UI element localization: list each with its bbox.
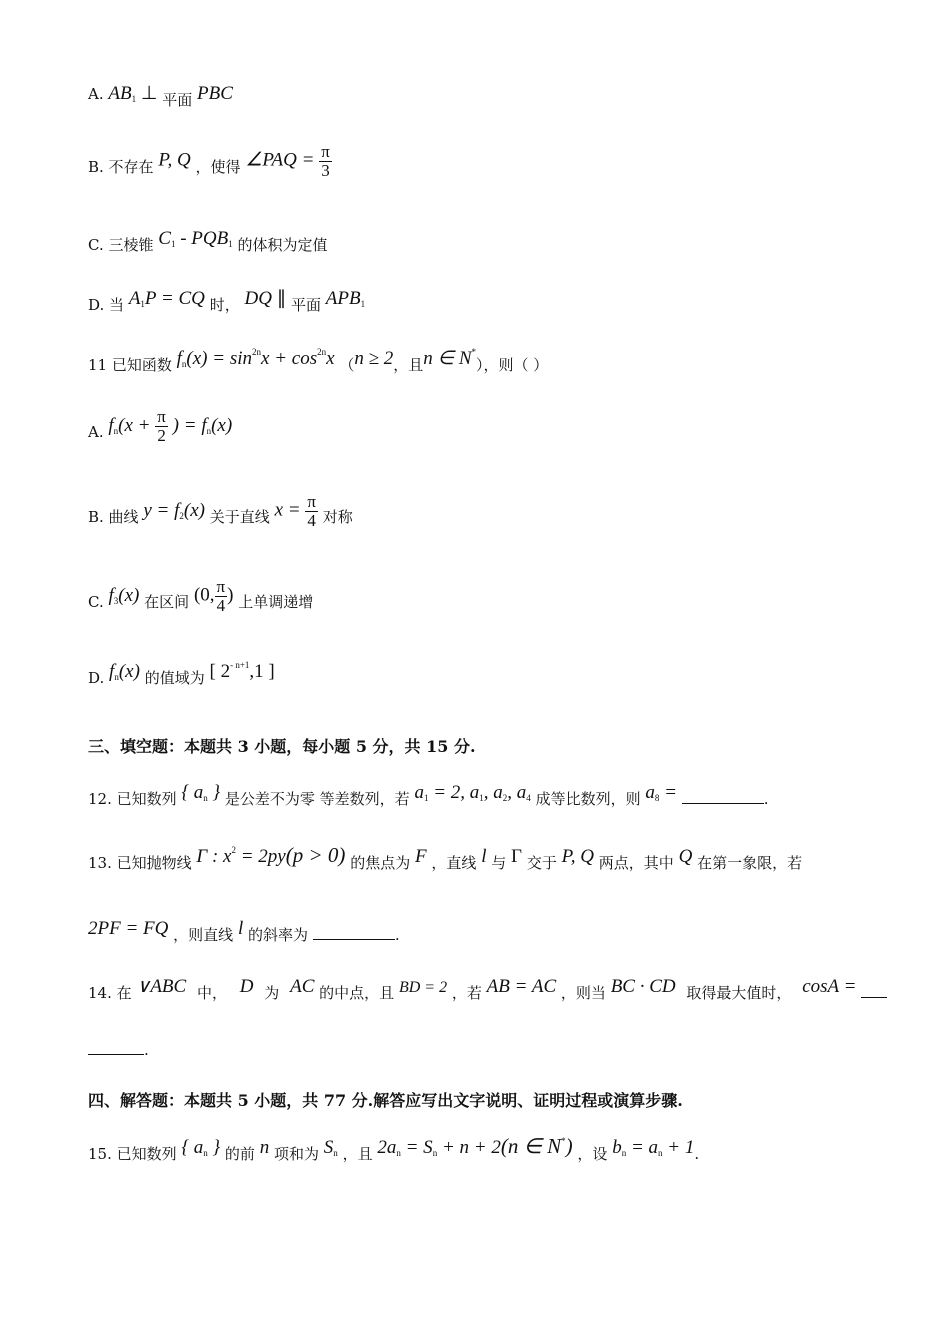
- text-about-line: 关于直线: [209, 507, 270, 526]
- math-n: n: [259, 1137, 270, 1158]
- math-interval-open: (0,: [193, 584, 215, 606]
- answer-blank-end[interactable]: [88, 1040, 144, 1055]
- math-range: [ $2^{- n+1},1$ ]: [209, 660, 275, 682]
- math-angle-paq: ∠PAQ =: [245, 149, 315, 171]
- option-label: B. 不存在: [88, 157, 154, 176]
- text-when: 时，: [209, 296, 240, 314]
- text-arith-seq: 是公差不为零 等差数列，若: [224, 790, 410, 808]
- text-sum-is: 项和为: [273, 1145, 319, 1163]
- math-ac: AC: [290, 976, 315, 997]
- text-midpoint: 的中点，且: [319, 984, 395, 1002]
- fraction-pi-2: $\frac{\pi}{2}$: [157, 407, 166, 445]
- text-is: 为: [264, 984, 280, 1002]
- text-and: ，且: [342, 1145, 373, 1163]
- math-fn: $f_n(x)$: [109, 661, 140, 682]
- option-label: A.: [88, 85, 104, 103]
- text-max: 取得最大值时，: [686, 984, 792, 1002]
- q13-line-1: [88, 843, 803, 872]
- q13-line-2: [88, 918, 400, 944]
- math-a1-a2-a4: $a_1 = 2$, $a_1$, $a_2$, $a_4$: [414, 782, 531, 803]
- section-4-heading: 四、解答题：本题共 5 小题，共 77 分.解答应写出文字说明、证明过程或演算步骤.: [88, 1091, 683, 1110]
- text-two-points: 两点，其中: [598, 854, 674, 872]
- question-number: 11 已知函数: [88, 356, 172, 374]
- question-number: 12. 已知数列: [88, 790, 177, 808]
- answer-blank-start[interactable]: [861, 983, 887, 998]
- parallel-symbol: ∥: [276, 288, 287, 309]
- question-number: 14. 在: [88, 984, 132, 1002]
- math-y-f2: $y = f_2(x)$: [143, 499, 205, 521]
- math-cos-a: cosA =: [802, 976, 857, 997]
- math-l: l: [237, 918, 244, 939]
- option-label: C. 三棱锥: [88, 236, 154, 254]
- math-bn: $b_n = a_n + 1$: [612, 1137, 695, 1158]
- math-f3: $f_3(x)$: [108, 584, 140, 606]
- option-label: D. 当: [88, 296, 125, 314]
- q10-option-d: [88, 287, 366, 314]
- q10-option-b: [88, 143, 332, 180]
- text-increasing: 上单调递增: [238, 592, 314, 611]
- q11-option-d: [88, 660, 275, 687]
- math-tetrahedron: $C_1 - PQB_1$: [158, 228, 233, 249]
- math-seq-an: { $a_n$ }: [181, 782, 221, 803]
- math-gamma: Γ: [511, 846, 523, 867]
- math-seq-an: { $a_n$ }: [181, 1137, 221, 1158]
- plane-text: 平面: [162, 91, 193, 109]
- text-in: 中，: [196, 984, 227, 1002]
- math-apb1: $APB_1$: [325, 288, 366, 309]
- q12: [88, 782, 769, 808]
- text-when: ，则当: [560, 984, 606, 1002]
- math-triangle-abc: ∨ABC: [136, 976, 187, 997]
- text-first-quadrant: 在第一象限，若: [697, 854, 803, 872]
- math-x-eq: x =: [274, 499, 301, 521]
- section-3-heading: 三、填空题：本题共 3 小题，每小题 5 分，共 15 分.: [88, 737, 476, 756]
- math-fn-rhs: ) = $f_n(x)$: [172, 414, 233, 436]
- option-label: A.: [88, 422, 104, 441]
- math-recurrence: $2a_n = S_n + n + 2(n$ ∈ N*): [377, 1134, 573, 1158]
- q15: [88, 1134, 700, 1163]
- q10-option-a: [88, 82, 233, 109]
- fraction-pi-4: $\frac{\pi}{4}$: [307, 492, 316, 530]
- math-ab-ac: AB = AC: [486, 976, 557, 997]
- text-and: ，且: [393, 356, 424, 374]
- period: .: [394, 926, 400, 944]
- answer-blank[interactable]: [313, 925, 395, 940]
- text-if: ，若: [451, 984, 482, 1002]
- text-line: ，直线: [431, 854, 477, 872]
- text-then: ），则（ ）: [476, 356, 549, 374]
- q10-option-c: [88, 228, 328, 254]
- math-q: Q: [678, 846, 693, 867]
- math-n-in-n: n ∈ N*: [423, 347, 477, 369]
- math-sn: $S_n$: [323, 1137, 338, 1158]
- perp-symbol: ⊥: [140, 83, 158, 104]
- fraction-pi-3: $\frac{\pi}{3}$: [321, 142, 330, 180]
- period: .: [144, 1041, 149, 1059]
- text-with: 与: [491, 854, 507, 872]
- plane-text: 平面: [291, 296, 322, 314]
- math-n-ge-2: n ≥ 2: [354, 348, 394, 369]
- math-a8: $a_8$ =: [645, 782, 677, 803]
- q11-option-c: [88, 578, 313, 615]
- math-d: D: [239, 976, 254, 997]
- math-dq: DQ: [244, 288, 272, 309]
- q14-line-2: [88, 1040, 149, 1059]
- math-a1p-cq: $A_1P$ = CQ: [128, 288, 205, 309]
- text-in-interval: 在区间: [144, 592, 190, 611]
- q14-line-1: [88, 975, 887, 1002]
- math-pq: P, Q: [561, 846, 594, 867]
- option-label: B. 曲线: [88, 507, 139, 526]
- text-geo-seq: 成等比数列，则: [535, 790, 641, 808]
- text-slope: 的斜率为: [248, 926, 309, 944]
- text-let: ，设: [577, 1145, 608, 1163]
- math-fn-shift: $f_n(x$ +: [108, 414, 151, 436]
- question-number: 13. 已知抛物线: [88, 854, 192, 872]
- math-bc-cd: BC · CD: [610, 976, 676, 997]
- fraction-pi-4: $\frac{\pi}{4}$: [216, 577, 226, 615]
- math-function-def: $f_n(x) = \sin^{2n}x + \cos^{2n}x$: [176, 347, 335, 369]
- question-number: 15. 已知数列: [88, 1145, 177, 1163]
- q11-stem: [88, 347, 549, 374]
- text-volume-constant: 的体积为定值: [237, 236, 328, 254]
- text-intersect: 交于: [526, 854, 557, 872]
- answer-blank[interactable]: [682, 789, 764, 804]
- math-2pf-fq: 2PF = FQ: [88, 918, 169, 939]
- math-parabola: Γ : $x^2 = 2py(p > 0)$: [196, 843, 346, 867]
- math-pq: P, Q: [158, 149, 191, 171]
- text-first: 的前: [224, 1145, 255, 1163]
- math-pbc: PBC: [197, 83, 233, 104]
- q11-option-a: [88, 408, 232, 445]
- period: .: [694, 1145, 700, 1163]
- text-then-line: ，则直线: [173, 926, 234, 944]
- math-l: l: [481, 846, 487, 867]
- text-paren: （: [339, 356, 355, 374]
- text-range-is: 的值域为: [144, 669, 205, 687]
- option-label: C.: [88, 592, 104, 611]
- option-label: D.: [88, 669, 105, 687]
- math-interval-close: ): [227, 584, 234, 606]
- math-ab1: $AB_1$: [108, 83, 137, 104]
- text-symmetric: 对称: [322, 507, 353, 526]
- text-shi-de: ，使得: [195, 157, 241, 176]
- math-bd-2: BD = 2: [398, 979, 448, 996]
- text-focus: 的焦点为: [350, 854, 411, 872]
- q11-option-b: [88, 493, 353, 530]
- period: .: [763, 790, 769, 808]
- math-f: F: [415, 846, 427, 867]
